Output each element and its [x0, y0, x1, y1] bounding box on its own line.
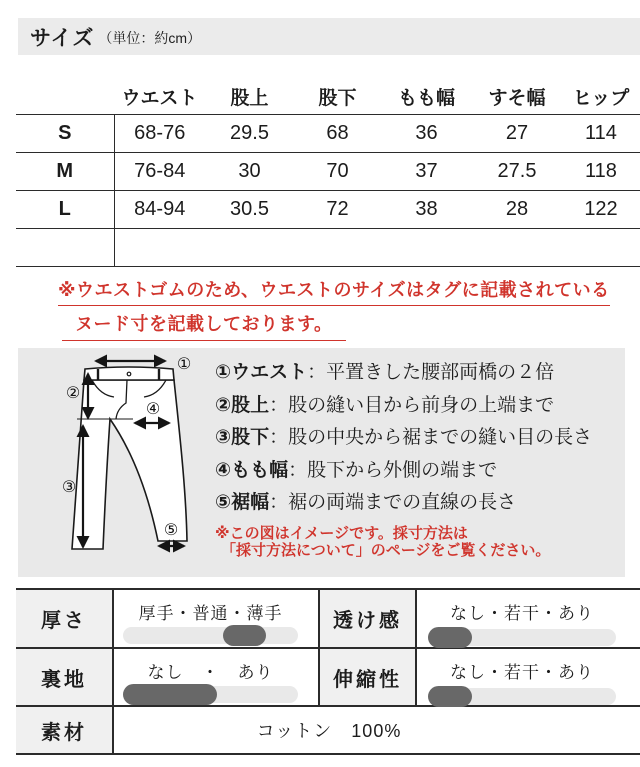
cell: 30.5: [205, 191, 294, 229]
cell: 37: [381, 153, 472, 191]
material-value-cell: [114, 707, 640, 755]
empty-label-cell: [16, 229, 114, 267]
sheerness-indicator: [428, 627, 472, 648]
cell: 118: [562, 153, 640, 191]
table-row-s: [16, 115, 640, 153]
table-row-m: [16, 153, 640, 191]
corner-cell: [16, 83, 114, 115]
page-title: サイズ: [30, 26, 95, 50]
cell: 68-76: [114, 115, 205, 153]
size-label: L: [16, 191, 114, 229]
pants-diagram: [40, 353, 240, 569]
cell: 28: [472, 191, 562, 229]
col-rise: 股上: [205, 83, 294, 115]
thickness-slider: [123, 627, 298, 644]
measure-guide-box: [18, 348, 625, 577]
col-waist: ウエスト: [114, 83, 205, 115]
cell: 30: [205, 153, 294, 191]
sheerness-scale-cell: [417, 590, 640, 649]
stretch-indicator: [428, 686, 472, 707]
unit-note: （単位：約cm）: [98, 30, 201, 46]
table-row-l: [16, 191, 640, 229]
diagram-disclaimer: [215, 525, 550, 559]
definition-inseam: ③股下：股の中央から裾までの縫い目の長さ: [215, 427, 593, 448]
waist-note-line1: ※ウエストゴムのため、ウエストのサイズはタグに記載されている: [58, 276, 610, 306]
cell: 72: [294, 191, 381, 229]
cell: 84-94: [114, 191, 205, 229]
col-hip: ヒップ: [562, 83, 640, 115]
cell: 36: [381, 115, 472, 153]
empty-data-cell: [114, 229, 640, 267]
material-label: 素材: [16, 707, 114, 755]
definition-rise: ②股上：股の縫い目から前身の上端まで: [215, 394, 555, 416]
col-thigh: もも幅: [381, 83, 472, 115]
label-5-icon: ⑤: [163, 520, 179, 539]
waist-note-line2: ヌード寸を記載しております。: [62, 310, 346, 341]
label-1-icon: ①: [176, 354, 192, 373]
measure-definitions: [215, 357, 620, 520]
col-inseam: 股下: [294, 83, 381, 115]
label-4-icon: ④: [145, 399, 161, 418]
definition-hem: ⑤裾幅：裾の両端までの直線の長さ: [215, 492, 517, 513]
cell: 27.5: [472, 153, 562, 191]
sheerness-slider: [428, 629, 616, 646]
table-row-empty: [16, 229, 640, 267]
size-table-header-row: [16, 83, 640, 115]
cell: 114: [562, 115, 640, 153]
thickness-indicator: [223, 625, 266, 646]
definition-thigh: ④もも幅：股下から外側の端まで: [215, 459, 498, 481]
size-label: M: [16, 153, 114, 191]
lining-scale-cell: [114, 649, 320, 707]
stretch-scale-cell: [417, 649, 640, 707]
label-3-icon: ③: [61, 477, 77, 496]
size-label: S: [16, 115, 114, 153]
cell: 122: [562, 191, 640, 229]
lining-scale: なし ・ あり: [147, 663, 274, 682]
lining-label: 裏地: [16, 649, 114, 707]
col-hem: すそ幅: [472, 83, 562, 115]
thickness-scale: 厚手・普通・薄手: [138, 604, 283, 623]
thickness-label: 厚さ: [16, 590, 114, 649]
lining-indicator: [123, 684, 217, 705]
stretch-label: 伸縮性: [320, 649, 417, 707]
spec-table: [16, 588, 640, 753]
definition-waist: ①ウエスト：平置きした腰部両橋の２倍: [215, 362, 555, 383]
thickness-scale-cell: [114, 590, 320, 649]
cell: 27: [472, 115, 562, 153]
material-value: コットン 100%: [256, 721, 402, 741]
label-2-icon: ②: [65, 383, 81, 402]
cell: 68: [294, 115, 381, 153]
disclaimer-line1: ※この図はイメージです。採寸方法は: [215, 525, 468, 542]
section-header: [18, 18, 640, 55]
cell: 38: [381, 191, 472, 229]
lining-slider: [123, 686, 298, 703]
cell: 29.5: [205, 115, 294, 153]
sheerness-scale: なし・若干・あり: [450, 604, 594, 623]
stretch-scale: なし・若干・あり: [450, 663, 594, 682]
stretch-slider: [428, 688, 616, 705]
disclaimer-line2: 「採寸方法について」のページをご覧ください。: [221, 542, 551, 559]
cell: 70: [294, 153, 381, 191]
size-table: [16, 83, 640, 267]
sheerness-label: 透け感: [320, 590, 417, 649]
cell: 76-84: [114, 153, 205, 191]
